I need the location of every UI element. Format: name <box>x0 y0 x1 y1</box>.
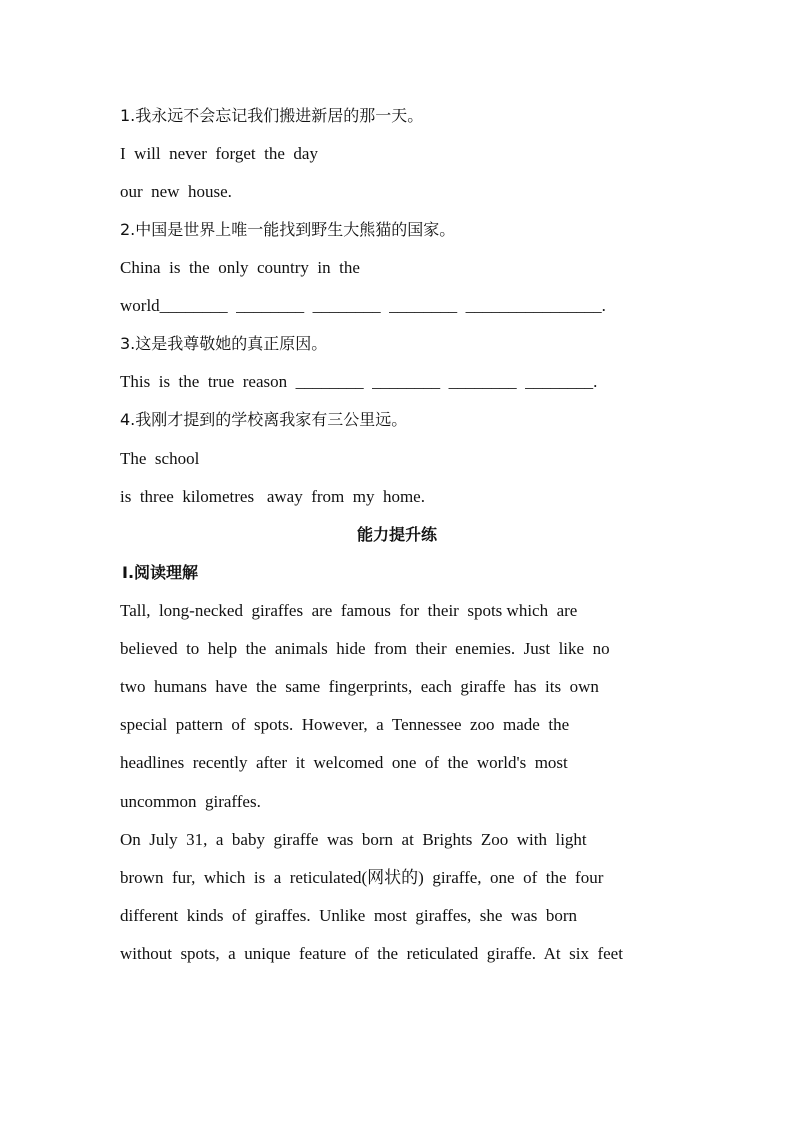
passage-line: different kinds of giraffes. Unlike most giraffes, she was born <box>120 906 578 925</box>
passage-line: headlines recently after it welcomed one of the world's most <box>120 753 568 772</box>
exercise-3-prompt: 3.这是我尊敬她的真正原因。 <box>120 334 328 353</box>
passage-line: Tall, long-necked giraffes are famous for their spots which are <box>120 601 578 620</box>
exercise-3-line-1: This is the true reason ________ ________ ________ ________. <box>120 372 598 391</box>
passage-line: without spots, a unique feature of the reticulated giraffe. At six feet <box>120 944 623 963</box>
exercise-1-line-2: our new house. <box>120 182 232 201</box>
passage-line: uncommon giraffes. <box>120 792 261 811</box>
part-heading: Ⅰ.阅读理解 <box>122 563 199 582</box>
exercise-2-line-2: world________ ________ ________ ________ ________________. <box>120 296 606 315</box>
passage-line: special pattern of spots. However, a Tennessee zoo made the <box>120 715 570 734</box>
passage-line: two humans have the same fingerprints, each giraffe has its own <box>120 677 599 696</box>
passage-line: On July 31, a baby giraffe was born at Brights Zoo with light <box>120 830 587 849</box>
exercise-1-prompt: 1.我永远不会忘记我们搬进新居的那一天。 <box>120 106 424 125</box>
exercise-2-prompt: 2.中国是世界上唯一能找到野生大熊猫的国家。 <box>120 220 456 239</box>
exercise-4-prompt: 4.我刚才提到的学校离我家有三公里远。 <box>120 410 408 429</box>
exercise-2-line-1: China is the only country in the <box>120 258 360 277</box>
exercise-4-line-2: is three kilometres away from my home. <box>120 487 425 506</box>
passage-line: brown fur, which is a reticulated(网状的) giraffe, one of the four <box>120 868 604 887</box>
section-title: 能力提升练 <box>356 525 437 544</box>
passage-line: believed to help the animals hide from their enemies. Just like no <box>120 639 610 658</box>
exercise-4-line-1: The school <box>120 449 200 468</box>
exercise-1-line-1: I will never forget the day <box>120 144 318 163</box>
